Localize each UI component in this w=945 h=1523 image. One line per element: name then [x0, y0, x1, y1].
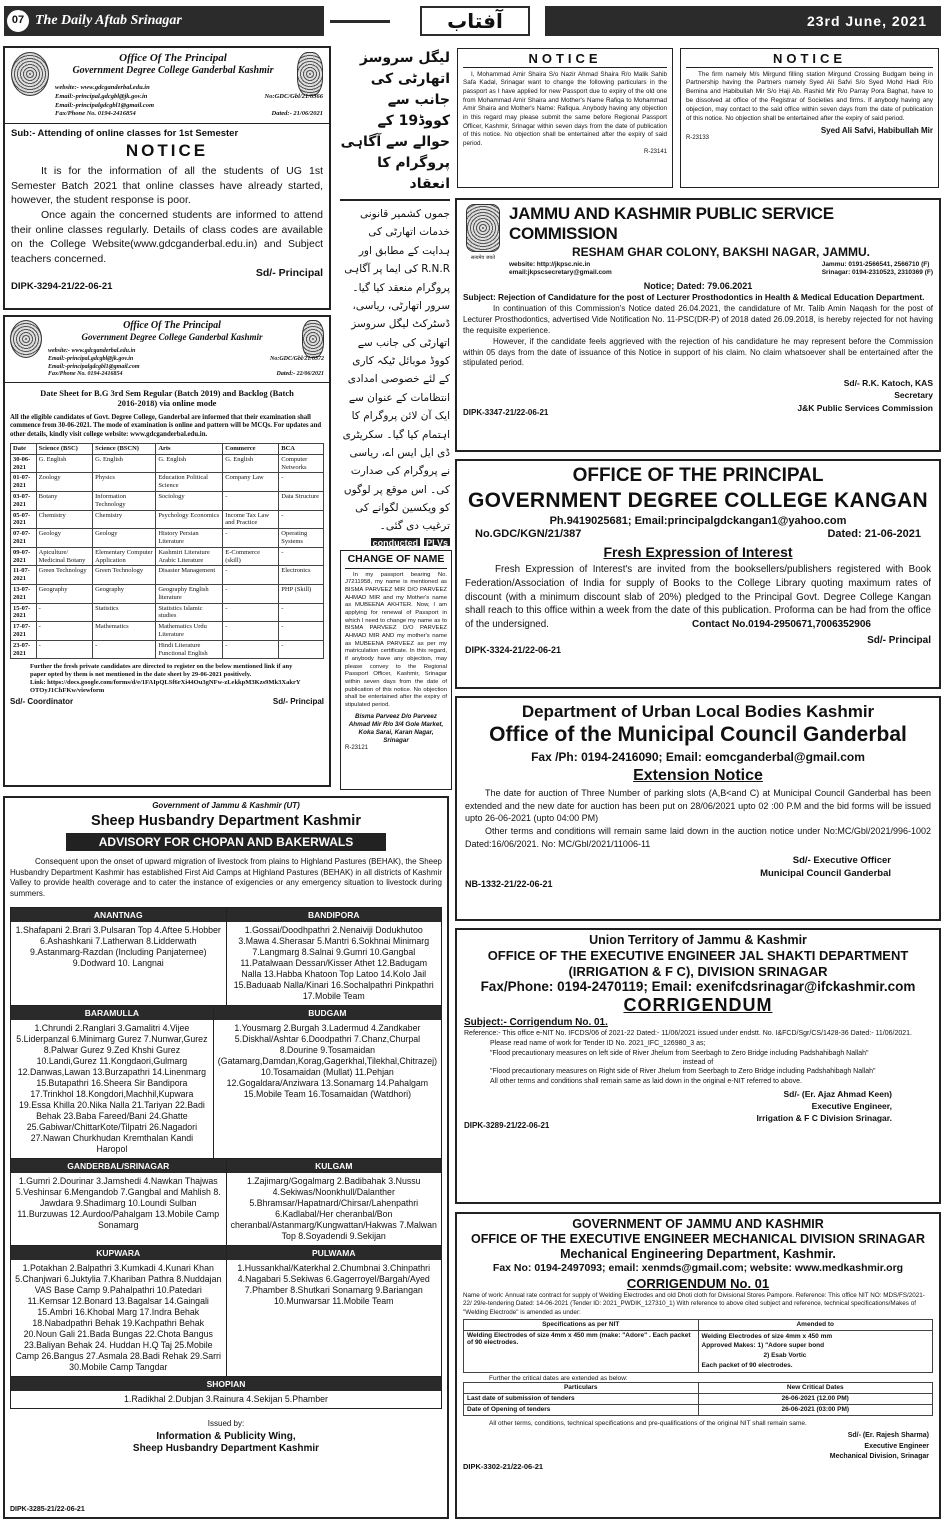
urdu-headline: لیگل سروسز اتھارٹی کی جانب سے کووڈ19 کے حوالے سے آگاہی پروگرام کا انعقاد	[340, 48, 450, 201]
table-row	[11, 454, 324, 473]
notice-paragraph-2: Once again the concerned students are informed to attend their online classes regularly. Details of class codes are available on the College Website(www.gdcganderbal.edu.in) and Subject teachers concerned.	[11, 208, 323, 265]
district-baramulla	[11, 1006, 214, 1158]
table-header: Particulars	[464, 1383, 699, 1394]
table-header: Commerce	[223, 444, 279, 455]
header-line-left	[330, 6, 390, 36]
specification-table	[463, 1319, 933, 1373]
table-cell: Statistics	[93, 603, 156, 622]
district-heading: BARAMULLA	[11, 1006, 213, 1020]
table-cell: G. English	[156, 454, 223, 473]
district-heading: KUPWARA	[11, 1246, 226, 1260]
college-crest-icon	[297, 52, 323, 96]
college-name: GOVERNMENT DEGREE COLLEGE KANGAN	[468, 488, 928, 512]
district-camps-grid	[10, 907, 442, 1377]
college-fax: Fax/Phone No. 0194-2416854	[48, 371, 123, 378]
table-cell: Disaster Management	[156, 566, 223, 585]
table-cell: -	[223, 603, 279, 622]
district-shopian	[10, 1377, 442, 1409]
table-cell: Botany	[36, 492, 92, 511]
district-camps: 1.Gumri 2.Dourinar 3.Jamshedi 4.Nawkan Thajwas 5.Veshinsar 6.Mengandob 7.Gangbal and Mahlish 8. Jawdara 9.Shadimarg 10.Loundi Sulban 11.Burzuwas 12.Aurdoo/Pahalgam 13.Mobile Camp Sonamarg	[15, 1176, 221, 1231]
firm-dissolution-notice	[680, 48, 939, 188]
table-cell: Income Tax Law and Practice	[223, 510, 279, 529]
table-cell: History Persian Literature	[156, 529, 223, 548]
datesheet-intro: All the eligible candidates of Govt. Degree College, Ganderbal are informed that their examination shall commence from 30-06-2021. The mode of examination is online and pattern will be MCQs. For updates and other details, kindly visit college website: www.gdcganderbal.edu.in.	[10, 413, 322, 438]
notice-subject: Subject: Rejection of Candidature for the post of Lecturer Prosthodontics in Health & Medical Education Department.	[463, 291, 925, 302]
passport-notice-ad	[457, 48, 673, 188]
dipk-number: DIPK-3347-21/22-06-21	[463, 408, 549, 418]
notice-signature: Syed Ali Safvi, Habibullah Mir	[820, 125, 933, 135]
district-row	[11, 1005, 441, 1158]
table-cell: 03-07-2021	[11, 492, 37, 511]
district-row	[11, 1245, 441, 1376]
table-cell: 07-07-2021	[11, 529, 37, 548]
college-crest-icon	[302, 320, 324, 358]
jal-shakti-corrigendum	[455, 928, 941, 1204]
table-cell: Information Technology	[93, 492, 156, 511]
table-cell: PHP (Skill)	[279, 584, 324, 603]
table-cell: -	[279, 640, 324, 659]
table-cell: Chemistry	[93, 510, 156, 529]
district-bandipora	[227, 908, 442, 1005]
signatory-name: Sd/- (Er. Ajaz Ahmad Keen)	[783, 1088, 892, 1099]
table-cell: -	[223, 640, 279, 659]
district-anantnag	[11, 908, 227, 1005]
notice-heading: NOTICE	[463, 51, 667, 68]
notice-body: I, Mohammad Amir Shaira S/o Nazir Ahmad Shaira R/o Malik Sahib Safa Kadal, Srinagar want to change the following particulars in the passport as I have applied for new Passport due to expiry of the old one from Mohammad Amir Shaira and Mother's Name Rafiqa to Mohammad Amir Shaira and Mother's Name: Rafiqua. Anybody having any objection in this regard may please submit the same before Regional Passport Officer, Kashmir, Srinagar within seven days from the date of publication of this notice. No objection shall be entertained after the expiry of said period.	[463, 70, 667, 148]
amended-line-3: 2) Esab Vortic	[763, 1352, 807, 1359]
advisory-banner: ADVISORY FOR CHOPAN AND BAKERWALS	[66, 833, 386, 851]
issuing-department: Sheep Husbandry Department Kashmir	[132, 1442, 320, 1454]
ad-reference: R-23121	[345, 745, 369, 752]
table-cell: Green Technology	[36, 566, 92, 585]
district-camps: 1.Gossai/Doodhpathri 2.Nenaiviji Dodukhutoo 3.Mawa 4.Sherasar 5.Mantri 6.Sokhnai Minimarg 7.Langmarg 8.Salnai 9.Gumri 10.Gangbal 11.Patalwaan Dessan/Kisser Athet 12.Badugam Nalla 13.Habba Khatoon Top Latoo 14.Kolo Jail 15.Baduaab Nalla/Kinari 16.Sochalpathri Pinkpathri 17.Mobile Team	[233, 925, 434, 1002]
college-website: website:- www.gdcganderbal.edu.in	[55, 84, 150, 91]
table-cell: 15-07-2021	[11, 603, 37, 622]
commission-name: JAMMU AND KASHMIR PUBLIC SERVICE COMMISSION	[509, 204, 834, 244]
signatory-designation: Executive Engineer,	[811, 1101, 892, 1112]
signatory-designation: Executive Engineer	[864, 1442, 929, 1450]
datesheet-table	[10, 443, 324, 659]
district-heading: ANANTNAG	[11, 908, 226, 922]
table-cell: Hindi Literature Functional English	[156, 640, 223, 659]
amended-line-1: Welding Electrodes of size 4mm x 450 mm	[701, 1332, 833, 1340]
notice-paragraph-1: In continuation of this Commission's Notice dated 26.04.2021, the candidature of Mr. Talib Amin Naqash for the post of Lecturer Prosthodontics, advertised Vide Notification No. 11-PSC(DR-P) of 2018 dated 26.09.2018, is hereby rejected for not having the requisite experience.	[463, 304, 933, 335]
issuing-wing: Information & Publicity Wing,	[156, 1430, 296, 1442]
page-header	[0, 0, 945, 40]
jkpsc-notice	[455, 198, 941, 452]
amended-line-4: Each packet of 90 electrodes.	[701, 1361, 793, 1369]
district-camps: 1.Shafapani 2.Brari 3.Pulsaran Top 4.Aftee 5.Hobber 6.Ashashkani 7.Latherwan 8.Lidderwath 9.Astanmarg-Razdan (Including Panjaternee) 9.Dodward 10. Langnai	[15, 925, 221, 969]
table-cell: -	[223, 492, 279, 511]
corrigendum-heading: CORRIGENDUM	[623, 995, 773, 1016]
district-row	[11, 908, 441, 1005]
dipk-number: NB-1332-21/22-06-21	[465, 878, 553, 889]
gdc-ganderbal-notice	[3, 46, 331, 310]
notice-body: The firm namely M/s Mirgund filling station Mirgund Crossing Budgam being in Partnership having the Partners namely Syed Ali Safvi S/o Syed Mohd Hadi R/o Bemina and Habibullah Mir S/o Haji Ab. Rashid Mir R/o Parray Pora Baghat, have to be dissolved at office of the Registrar of Societies and firms. If anybody having any objection, may contact to the said office within seven days from the date of publication of this notice. No objection shall be entertained after the expiry of said period.	[686, 70, 933, 122]
gdc-ganderbal-datesheet	[3, 315, 331, 787]
college-name: Government Degree College Ganderbal Kashmir	[72, 65, 274, 77]
table-cell: G. English	[93, 454, 156, 473]
table-cell: -	[36, 622, 92, 641]
office-name: OFFICE OF THE EXECUTIVE ENGINEER JAL SHAKTI DEPARTMENT	[487, 948, 909, 963]
jammu-phone: Jammu: 0191-2566541, 2566710 (F)	[821, 261, 930, 269]
district-kulgam	[227, 1159, 442, 1245]
table-cell: Geography English literature	[156, 584, 223, 603]
table-cell: Mathematics	[93, 622, 156, 641]
signatory-designation: Sd/- Executive Officer	[792, 855, 891, 867]
commission-address: RESHAM GHAR COLONY, BAKSHI NAGAR, JAMMU.	[571, 244, 870, 259]
table-cell: -	[93, 640, 156, 659]
table-header: Arts	[156, 444, 223, 455]
district-camps: 1.Hussankhal/Katerkhal 2.Chumbnai 3.Chinpathri 4.Nagabari 5.Sekiwas 6.Gagerroyel/Bargah/Ayed 7.Phamber 8.Shutkari Sonamarg 9.Bariangan 10.Munwarsar 11.Mobile Team	[237, 1263, 431, 1307]
office-name: Office of the Municipal Council Ganderbal	[489, 723, 907, 747]
office-contact: Fax/Phone: 0194-2470119; Email: exenifcdsrinagar@ifckashmir.com	[480, 979, 916, 995]
notice-paragraph-1: It is for the information of all the students of UG 1st Semester Batch 2021 that online classes have already started, however, the student response is poor.	[11, 164, 323, 207]
college-name: Government Degree College Ganderbal Kashmir	[81, 332, 263, 342]
college-email-1: Email:-principal.gdcgbl@jk.gov.in	[48, 355, 134, 362]
table-row	[11, 584, 324, 603]
table-cell: Psychology Economics	[156, 510, 223, 529]
table-cell: Mathematics Urdu Literature	[156, 622, 223, 641]
signatory-designation: Secretary	[894, 390, 933, 401]
district-camps: 1.Yousmarg 2.Burgah 3.Ladermud 4.Zandkaber 5.Diskhal/Ashtar 6.Doodpathri 7.Chanz,Churpal 8.Dourine 9.Tosamaidan (Gatamarg,Damdan,Korag,Gagerkhal,Tilekhal,Chitrazej) 10.Tosamaidan (Mullat) 11.Pehjan 12.Gogaldara/Anziwara 13.Sonamarg 14.Pahalgam 15.Mobile Team 16.Tosamaidan (Watdhori)	[217, 1023, 437, 1100]
issued-by-label: Issued by:	[207, 1419, 245, 1429]
table-cell: Electronics	[279, 566, 324, 585]
district-heading: KULGAM	[227, 1159, 442, 1173]
table-cell: Data Structure	[279, 492, 324, 511]
table-cell: -	[36, 640, 92, 659]
table-cell: Physics	[93, 473, 156, 492]
notice-date: Dated:- 21/06/2021	[271, 110, 323, 118]
district-heading: SHOPIAN	[11, 1377, 441, 1391]
district-heading: GANDERBAL/SRINAGAR	[11, 1159, 226, 1173]
header-left-bar	[4, 6, 324, 36]
table-cell: Last date of submission of tenders	[464, 1394, 699, 1405]
table-row	[11, 547, 324, 566]
district-budgam	[214, 1006, 441, 1158]
ad-reference: R-23141	[643, 148, 667, 155]
college-emblem-icon	[11, 52, 49, 96]
district-heading: PULWAMA	[227, 1246, 442, 1260]
contact-number: Contact No.0194-2950671,7006352906	[691, 618, 871, 630]
notice-paragraph-2: Other terms and conditions will remain same laid down in the auction notice under No:MC/Gbl/2021/996-1002 Dated:16/06/2021. No: MC/Gbl/2021/11006-11	[465, 825, 931, 849]
principal-signature: Sd/- Principal	[272, 696, 324, 706]
table-cell: 17-07-2021	[11, 622, 37, 641]
notice-paragraph-1: The date for auction of Three Number of parking slots (A,B<and C) at Municipal Council Ganderbal has been extended and the new date for auction has been put on 28/06/2021 upto 02 :00 P.M and the bid forms will be issued upto 26-06-2021 (upto 04:00 PM)	[465, 788, 931, 824]
district-heading: BUDGAM	[214, 1006, 441, 1020]
change-of-name-body: In my passport bearing No. J7211958, my name is mentioned as BISMA PARVEEZ MIR D/O PARVEEZ AHMAD MIR and my Mother's name as MUBEENA AKHTER. Now, I am applying for renewal of Passport in which I need to change my name as to BISMA PARVEEZ D/O PARVEEZ AHMAD MIR AND my mother's name as MUBEENA PARVEEZ as per my matriculation certificate. In this regard, if anybody have any objection, may please convey to the Regional Passport Officer, Kashmir, Srinagar within seven days from the date of publication of this notice. No objection shall be entertained after the expiry of stipulated period.	[345, 571, 447, 709]
table-cell: Green Technology	[93, 566, 156, 585]
notice-heading: NOTICE	[125, 141, 209, 161]
signatory-office: J&K Public Services Commission	[797, 402, 933, 413]
notice-body: Fresh Expression of Interest's are invited from the booksellers/publishers registered with Book Federation/Association of India for supply of Books to the College Library quoting maximum rates of discount (with a minimum discount slab of 20%) pledged to the Principal Govt. Degree College Kangan shall reach to this office within a week from the date of this publication. Proforma can be had from the office of the undersigned.	[465, 564, 931, 630]
district-heading: BANDIPORA	[227, 908, 442, 922]
ad-reference: R-23133	[686, 135, 710, 142]
table-row	[11, 510, 324, 529]
signatory-office: Irrigation & F C Division Srinagar.	[756, 1113, 892, 1124]
ut-name: Union Territory of Jammu & Kashmir	[589, 933, 807, 947]
table-cell: -	[279, 603, 324, 622]
critical-dates-table	[463, 1382, 933, 1415]
table-cell	[698, 1330, 933, 1372]
district-camps: 1.Radikhal 2.Dubjan 3.Rainura 4.Sekijan 5.Phamber	[124, 1394, 328, 1405]
table-cell: Sociology	[156, 492, 223, 511]
ashoka-emblem-icon	[466, 204, 500, 252]
notice-heading: Fresh Expression of Interest	[603, 544, 793, 561]
office-title: Office Of The Principal	[119, 52, 227, 64]
table-cell: Company Law	[223, 473, 279, 492]
table-cell: -	[36, 603, 92, 622]
commission-website: website: http://jkpsc.nic.in	[509, 261, 591, 269]
district-ganderbal-srinagar	[11, 1159, 227, 1245]
table-cell: Statistics Islamic studies	[156, 603, 223, 622]
table-cell: Geography	[36, 584, 92, 603]
college-email-2: Email:-principalgdcgbl1@gmail.com	[55, 101, 155, 109]
amended-line-2: Approved Makes: 1) "Adore super bond	[701, 1342, 825, 1350]
table-cell: Kashmiri Literature Arabic Literature	[156, 547, 223, 566]
instead-of-label: instead of	[682, 1059, 714, 1067]
commission-email: email:jkpscsecretary@gmail.com	[509, 268, 612, 276]
notice-subject: Sub:- Attending of online classes for 1st Semester	[11, 128, 239, 140]
work-name-new: "Flood precautionary measures on left side of River Jhelum from Seerbagh to Zero Bridge including Padshahibagh Nallah"	[490, 1050, 869, 1058]
division-name: (IRRIGATION & F C), DIVISION SRINAGAR	[568, 963, 828, 979]
srinagar-phone: Srinagar: 0194-2310523, 2310369 (F)	[821, 268, 933, 276]
paper-name: The Daily Aftab Srinagar	[35, 12, 182, 28]
municipal-council-notice	[455, 696, 941, 921]
corrigendum-subject: Subject:- Corrigendum No. 01.	[464, 1016, 608, 1028]
table-header: Date	[11, 444, 37, 455]
table-cell: 13-07-2021	[11, 584, 37, 603]
corrigendum-reference: Reference:- This office e-NIT No. IFCDS/06 of 2021-22 Dated:- 11/06/2021 issued under endstt. No. I&FCD/Sgr/CS/1428-36 Dated:- 11/06/2021.	[464, 1029, 912, 1037]
table-cell: 09-07-2021	[11, 547, 37, 566]
change-of-name-signature: Bisma Parveez D/o Parveez Ahmad Mir R/o 3/4 Gole Market, Koka Sarai, Karan Nagar, Srinagar	[348, 712, 444, 745]
ref-number: No:GDC/Gbl/21/6372	[270, 355, 324, 362]
table-header: Specifications as per NIT	[464, 1319, 699, 1330]
mechanical-corrigendum	[455, 1212, 941, 1519]
table-header: BCA	[279, 444, 324, 455]
urdu-inline-english-1: conducted	[371, 538, 421, 546]
college-email-2: Email:-principalgdcgbl1@gmail.com	[48, 363, 140, 370]
government-name: Government of Jammu & Kashmir (UT)	[152, 801, 300, 810]
table-row	[11, 640, 324, 659]
table-cell: Date of Opening of tenders	[464, 1404, 699, 1415]
district-row	[11, 1158, 441, 1245]
notice-signature: Sd/- Principal	[867, 634, 931, 646]
table-cell: -	[279, 547, 324, 566]
office-title: Office Of The Principal	[123, 320, 221, 331]
table-cell: Geology	[93, 529, 156, 548]
office-contact: Fax /Ph: 0194-2416090; Email: eomcganderbal@gmail.com	[531, 749, 865, 764]
registration-link[interactable]: Link: https://docs.google.com/forms/d/e/1FAIpQLSf6rXi44Ou3gNFw-zLekkpM3Kzs9Mk3XakrYOTOyJ1ChFKw/viewform	[30, 678, 301, 694]
college-contact: Ph.9419025681; Email:principalgdckangan1@yahoo.com	[549, 514, 847, 527]
table-cell: Apiculture/ Medicinal Botany	[36, 547, 92, 566]
notice-date: Notice; Dated: 79.06.2021	[643, 280, 753, 291]
table-row	[11, 529, 324, 548]
table-header: Science (BSC)	[36, 444, 92, 455]
college-fax: Fax/Phone No. 0194-2416854	[55, 110, 136, 118]
table-row	[11, 473, 324, 492]
notice-date: Dated: 21-06-2021	[827, 528, 921, 541]
notice-heading: NOTICE	[686, 51, 933, 68]
change-of-name-title: CHANGE OF NAME	[345, 553, 447, 569]
table-cell: 23-07-2021	[11, 640, 37, 659]
dipk-number: DIPK-3289-21/22-06-21	[464, 1120, 550, 1130]
table-cell: G. English	[223, 454, 279, 473]
header-date: 23rd June, 2021	[806, 12, 927, 29]
government-name: GOVERNMENT OF JAMMU AND KASHMIR	[572, 1217, 824, 1231]
notice-paragraph-2: However, if the candidate feels aggrieved with the rejection of his candidature he may represent before the Commission within 05 days from the date of issuance of this Notice in support of his claim. No claim whatsoever shall be entertained after the stipulated period.	[463, 336, 933, 368]
ref-number: No.GDC/KGN/21/387	[475, 528, 582, 541]
table-cell: 05-07-2021	[11, 510, 37, 529]
masthead-logo	[420, 6, 530, 36]
work-name-old: "Flood precautionary measures on Right side of River Jhelum from Seerbagh to Zero Bridge including Padshahibagh Nallah"	[490, 1068, 876, 1076]
advisory-intro: Consequent upon the onset of upward migration of livestock from plains to Highland Pastures (BEHAK), the Sheep Husbandry Department Kashmir has established First Aid Camps at Highland Pastures (BEHAK) in all districts of Kashmir Valley to provide health coverage and to cater the instance of exigencies or any emergency situation to livestock during summers.	[10, 857, 442, 898]
table-cell: -	[223, 529, 279, 548]
masthead-text: آفتاب	[447, 9, 503, 33]
table-cell: E-Commerce (skill)	[223, 547, 279, 566]
dipk-number: DIPK-3324-21/22-06-21	[465, 644, 562, 655]
table-cell: -	[279, 473, 324, 492]
table-header: New Critical Dates	[698, 1383, 933, 1394]
table-row	[11, 492, 324, 511]
page-number: 07	[7, 10, 29, 32]
urdu-news-column	[338, 46, 452, 546]
department-name: Department of Urban Local Bodies Kashmir	[521, 702, 875, 721]
table-cell: 11-07-2021	[11, 566, 37, 585]
college-emblem-icon	[10, 320, 42, 358]
corrigendum-heading: CORRIGENDUM No. 01	[626, 1275, 770, 1291]
other-terms: All other terms, conditions, technical specifications and pre-qualifications of the original NIT shall remain same.	[489, 1419, 807, 1427]
table-cell: 30-06-2021	[11, 454, 37, 473]
table-cell: -	[223, 584, 279, 603]
district-pulwama	[227, 1246, 442, 1376]
table-cell: Geology	[36, 529, 92, 548]
emblem-motto: सत्यमेव जयते	[470, 254, 496, 261]
table-cell: Geography	[93, 584, 156, 603]
notice-heading: Extension Notice	[633, 766, 763, 784]
coordinator-signature: Sd/- Coordinator	[10, 696, 74, 706]
datesheet-title: Date Sheet for B.G 3rd Sem Regular (Batch 2019) and Backlog (Batch 2016-2018) via online mode	[40, 388, 294, 409]
table-header: Science (BSCN)	[93, 444, 156, 455]
table-cell: Zoology	[36, 473, 92, 492]
office-contact: Fax No: 0194-2497093; email: xenmds@gmail.com; website: www.medkashmir.org	[492, 1262, 904, 1274]
office-title: OFFICE OF THE PRINCIPAL	[572, 465, 824, 486]
office-name: OFFICE OF THE EXECUTIVE ENGINEER MECHANICAL DIVISION SRINAGAR	[471, 1232, 925, 1246]
datesheet-footer: Further the fresh private candidates are directed to register on the below mentioned link if any paper opted by them is not mentioned in the date sheet by 29-06-2021 positively.	[30, 663, 293, 679]
table-cell: -	[279, 510, 324, 529]
table-cell: Welding Electrodes of size 4mm x 450 mm (make: "Adore" . Each packet of 90 electrodes.	[464, 1330, 699, 1372]
table-cell: 26-06-2021 (03:00 PM)	[698, 1404, 933, 1415]
table-cell: Elementary Computer Application	[93, 547, 156, 566]
table-cell: -	[279, 622, 324, 641]
urdu-inline-english-2: PLVs	[424, 538, 450, 546]
district-camps: 1.Zajimarg/Gogalmarg 2.Badibahak 3.Nussu 4.Sekiwas/Noonkhull/Dalanther 5.Bhramsar/Hapatnard/Chirsar/Lahenpathri 6.Kadlabal/Her cheranbal/Bon cheranbal/Astanmarg/Kungwattan/Hakwas 7.Malwan Top 8.Soyadendi 9.Sekijan	[230, 1176, 437, 1242]
change-of-name-ad	[340, 550, 452, 790]
ref-number: No:GDC/Gbl/21/6366	[264, 92, 323, 100]
signatory-office: Municipal Council Ganderbal	[760, 868, 891, 880]
notice-signature: Sd/- Principal	[255, 266, 323, 279]
table-row	[11, 566, 324, 585]
table-cell: Chemistry	[36, 510, 92, 529]
table-row	[11, 603, 324, 622]
college-website: website:- www.gdcganderbal.edu.in	[48, 348, 136, 354]
table-cell: Education Political Science	[156, 473, 223, 492]
district-kupwara	[11, 1246, 227, 1376]
table-cell: -	[223, 622, 279, 641]
signatory-name: Sd/- R.K. Katoch, KAS	[843, 378, 933, 389]
sheep-husbandry-advisory	[3, 796, 449, 1519]
urdu-body: جموں کشمیر قانونی خدمات اتھارٹی کی ہدایت کے مطابق اور R.N.R کی ایما پر آگاہی پروگرام منعقد کیا گیا۔ سرور اتھارٹی، ریاسی، ڈسٹرکٹ لیگل سروسز اتھارٹی کی جانب سے کووڈ موبائل ٹیکہ کاری کے لئے خصوصی امدادی انتظامات کے عنوان سے ایک آن لائن پروگرام کا اہتمام کیا گیا۔ سکریٹری ڈی ایل ایس اے، ریاسی نے پروگرام کی صدارت کی۔ اس موقع پر لوگوں کو ویکسین لگوانے کی ترغیب دی گئی۔	[342, 208, 450, 533]
notice-date: Dated:- 22/06/2021	[276, 371, 324, 378]
corrigendum-body: Name of work: Annual rate contract for supply of Welding Electrodes and old Dhoti cloth for Divisional Stores Pampore. Reference: This office NIT NO: MDS/FS/2021-22/ 29/e-tendering Dated: 14-06-2021 (Tender ID: 2021_PWDIK_127310_1) With reference to above cited subject and reference, technical specifications/Makes of "Welding Electrode" is amended as under:	[463, 1292, 925, 1316]
header-right-bar	[545, 6, 941, 36]
table-cell: Computer Networks	[279, 454, 324, 473]
corrigendum-read-as: Please read name of work for Tender ID No. 2021_IFC_126980_3 as;	[490, 1039, 706, 1047]
critical-dates-intro: Further the critical dates are extended as below:	[489, 1374, 628, 1382]
other-terms: All other terms and conditions shall remain same as laid down in the original e-NIT referred to above.	[490, 1078, 802, 1086]
department-name: Sheep Husbandry Department Kashmir	[91, 812, 361, 829]
table-row	[11, 622, 324, 641]
district-camps: 1.Potakhan 2.Balpathri 3.Kumkadi 4.Kunari Khan 5.Chanjwari 6.Juktylia 7.Khariban Pathra 8.Nuddajan VAS Base Camp 9.Pahalpathri 10.Patedari 11.Kemsar 12.Bonard 13.Bagalsar 14.Gaingali 15.Ambri 16.Khobal Marg 17.Indra Behak 18.Nabadpathri Behak 19.Kachpathri Behak 20.Noun Gali 21.Bada Bungas 22.Chota Bangus 23.Baliyan Behak 24. Huddan H.Q Taj 25.Mobile Camp 26.Bangus 27.Asmala 28.Badi Rehak 29.Sarri 30.Mobile Camp Tangdar	[15, 1263, 222, 1373]
table-header: Amended to	[698, 1319, 933, 1330]
table-cell: 01-07-2021	[11, 473, 37, 492]
table-cell: 26-06-2021 (12.00 PM)	[698, 1394, 933, 1405]
college-email-1: Email:-principal.gdcgbl@jk.gov.in	[55, 92, 148, 100]
department-name: Mechanical Engineering Department, Kashmir.	[560, 1247, 836, 1261]
table-cell: G. English	[36, 454, 92, 473]
dipk-number: DIPK-3285-21/22-06-21	[10, 1505, 85, 1513]
district-camps: 1.Chrundi 2.Ranglari 3.Gamalitri 4.Vijee 5.Liderpanzal 6.Minimarg Gurez 7.Nunwar,Gurez 8.Palwar Gurez 9.Zed Khshi Gurez 10.Landi,Gurez 11.Kongdaori,Gulmarg 12.Danwas,Lawan 13.Burzapathri 14.Linenmarg 15.Butapathri 16.Sheera Sir Bandipora 17.Trinkhol 18.Kongdori,Machhil,Kupwara 19.Essa Khilla 20.Nika Nalla 21.Tariyan 22.Badi Behak 23.Baba Fareed/Bani 24.Ghatte 25.Gabiwar/ChittarKote/Tilpatri 26.Nagadori 27.Nawan Churkhudan Kremthalan Kandi Haropol	[16, 1023, 208, 1155]
dipk-number: DIPK-3294-21/22-06-21	[11, 281, 113, 293]
table-cell: Operating Systems	[279, 529, 324, 548]
gdc-kangan-notice	[455, 459, 941, 689]
signatory-name: Sd/- (Er. Rajesh Sharma)	[847, 1432, 929, 1440]
signatory-office: Mechanical Division, Srinagar	[829, 1452, 929, 1460]
table-cell: -	[223, 566, 279, 585]
dipk-number: DIPK-3302-21/22-06-21	[463, 1461, 544, 1471]
